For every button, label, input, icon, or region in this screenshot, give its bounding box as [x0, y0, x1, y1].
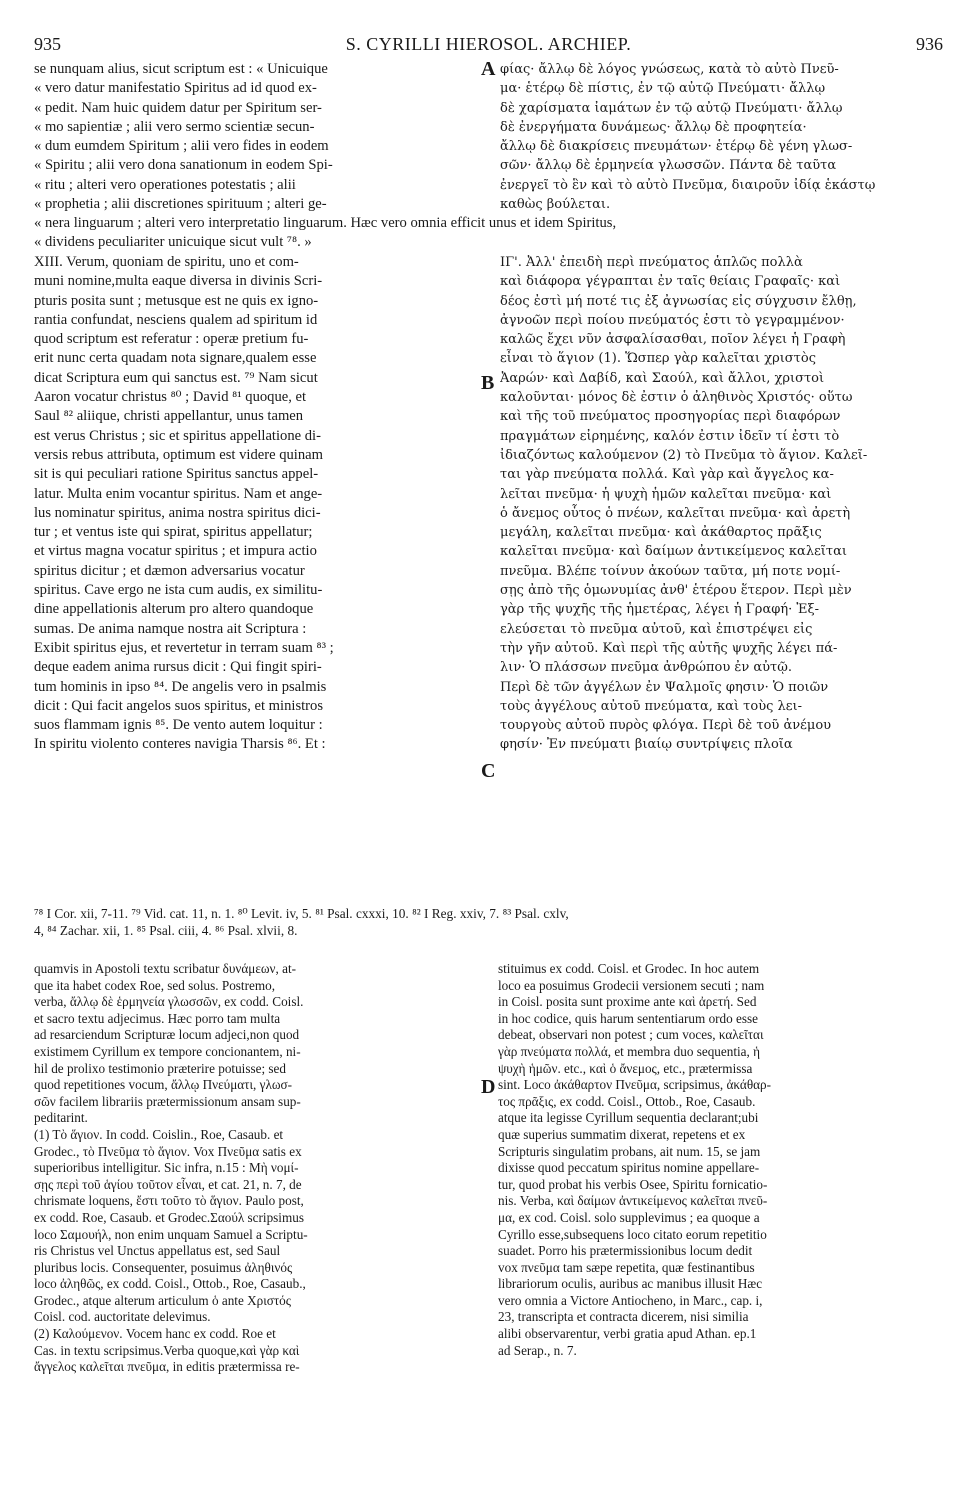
- full-width-line: « nera linguarum ; alteri vero interpretatio linguarum. Hæc vero omnia efficit unus et idem Spiritus,: [34, 215, 617, 231]
- note-line: superioribus intelligitur. Sic infra, n.15 : Μὴ νομί-: [34, 1160, 299, 1176]
- greek-line: σῃς ἀπὸ τῆς ὁμωνυμίας ἀνθ' ἑτέρου ἕτερον. Περὶ μὲν: [500, 583, 852, 599]
- latin-line: « vero datur manifestatio Spiritus ad id quod ex-: [34, 80, 317, 97]
- note-line: atque ita legisse Cyrillum sequentia declarant;ubi: [498, 1110, 759, 1126]
- note-line: sint. Loco ἀκάθαρτον Πνεῦμα, scripsimus, ἀκάθαρ-: [498, 1077, 772, 1093]
- greek-line: τοὺς ἀγγέλους αὐτοῦ πνεύματα, καὶ τοὺς λει-: [500, 698, 802, 714]
- notes-left-column: [34, 961, 474, 1376]
- note-line: γὰρ πνεύματα πολλά, et membra duo sequentia, ἡ: [498, 1043, 761, 1059]
- greek-line: φίας· ἄλλῳ δὲ λόγος γνώσεως, κατὰ τὸ αὐτὸ Πνεῦ-: [500, 62, 839, 77]
- running-title: S. CYRILLI HIEROSOL. ARCHIEP.: [345, 34, 632, 54]
- latin-line: « mo sapientiæ ; alii vero sermo scientiæ secun-: [34, 118, 315, 135]
- greek-line: λεῖται πνεῦμα· ἡ ψυχὴ ἡμῶν καλεῖται πνεῦμα· καὶ: [500, 486, 832, 502]
- latin-line: quod scriptum est referatur : operæ pretium fu-: [34, 331, 309, 348]
- latin-line: dicat Scriptura eum qui sanctus est. ⁷⁹ Nam sicut: [34, 369, 318, 386]
- latin-line: tur ; et ventus iste qui spirat, spiritus appellatur;: [34, 524, 313, 541]
- note-line: ex codd. Roe, Casaub. et Grodec.Σαούλ scripsimus: [34, 1209, 304, 1225]
- note-line: (1) Τὸ ἅγιον. In codd. Coislin., Roe, Casaub. et: [34, 1126, 284, 1142]
- latin-line: suos flammam ignis ⁸⁵. De vento autem loquitur :: [34, 717, 323, 734]
- margin-marker-c: C: [481, 760, 496, 782]
- note-line: loco ἀληθῶς, ex codd. Coisl., Ottob., Roe, Casaub.,: [34, 1276, 306, 1292]
- greek-line: Περὶ δὲ τῶν ἀγγέλων ἐν Ψαλμοῖς φησιν· Ὁ ποιῶν: [500, 679, 829, 695]
- greek-line: καὶ τῆς τοῦ πνεύματος προσηγορίας περὶ διαφόρων: [500, 409, 841, 425]
- note-line: ψυχὴ ἡμῶν. etc., καὶ ὁ ἄνεμος, etc., prætermissa: [498, 1060, 753, 1076]
- note-line: alibi observarentur, verbi gratia apud Athan. ep.1: [498, 1326, 757, 1342]
- top-greek-column: [500, 60, 940, 214]
- latin-line: XIII. Verum, quoniam de spiritu, uno et com-: [34, 254, 299, 270]
- latin-line: latur. Multa enim vocantur spiritus. Nam et ange-: [34, 485, 323, 502]
- latin-line: sumas. De anima namque nostra ait Scriptura :: [34, 620, 307, 637]
- greek-line: ἀγνοῶν περὶ ποίου πνεύματός ἐστι τὸ γεγραμμένον·: [500, 312, 845, 328]
- latin-line: spiritus. Cave ergo ne ista cum audis, ex similitu-: [34, 582, 323, 599]
- latin-line: spiritus dicitur ; et dæmon adversarius vocatur: [34, 562, 305, 579]
- note-line: σῶν facilem librariis prætermissionum ansam sup-: [34, 1093, 301, 1109]
- latin-line: tum hominis in ipso ⁸⁴. De angelis vero in psalmis: [34, 678, 327, 695]
- note-line: chrismate loquens, ἔστι τοῦτο τὸ ἅγιον. Paulo post,: [34, 1193, 304, 1209]
- note-line: Scripturis singulatim probans, ait num. 15, se jam: [498, 1143, 761, 1159]
- note-line: loco Σαμουήλ, non enim unquam Samuel a Scriptu-: [34, 1226, 308, 1242]
- latin-line: In spiritu violento conteres navigia Tharsis ⁸⁶. Et :: [34, 736, 326, 753]
- latin-line: « dum eumdem Spiritum ; alii vero fides in eodem: [34, 138, 329, 155]
- note-line: hil de prolixo testimonio præterire potuisse; sed: [34, 1060, 286, 1076]
- greek-line: ται γὰρ πνεύματα πολλά. Καὶ γὰρ καὶ ἄγγελος κα-: [500, 467, 834, 483]
- note-line: quod repetitiones vocum, ἄλλῳ Πνεύματι, γλωσ-: [34, 1077, 293, 1093]
- greek-line: μα· ἑτέρῳ δὲ πίστις, ἐν τῷ αὐτῷ Πνεύματι· ἄλλῳ: [500, 81, 826, 97]
- latin-line: lus nominatur spiritus, anima nostra spiritus dici-: [34, 504, 321, 521]
- greek-line: τὴν γῆν αὐτοῦ. Καὶ περὶ τῆς αὐτῆς ψυχῆς λέγει πά-: [500, 640, 838, 656]
- footnote-line: ⁷⁸ I Cor. xii, 7-11. ⁷⁹ Vid. cat. 11, n. 1. ⁸⁰ Levit. iv, 5. ⁸¹ Psal. cxxxi, 10. ⁸² I Reg. xxiv, 7. ⁸³ Psal. cxlv,: [34, 906, 569, 921]
- greek-line: τουργοὺς αὐτοῦ πυρὸς φλόγα. Περὶ δὲ τοῦ ἀνέμου: [500, 718, 832, 734]
- right-page-number: 936: [916, 34, 943, 54]
- note-line: ad Serap., n. 7.: [498, 1342, 577, 1358]
- greek-line: καλῶς ἔχει νῦν ἀσφαλίσασθαι, ποῖον λέγει ἡ Γραφὴ: [500, 332, 846, 348]
- notes-right-column: [498, 961, 943, 1359]
- latin-line: Aaron vocatur christus ⁸⁰ ; David ⁸¹ quoque, et: [34, 389, 307, 406]
- greek-line: ἰδιαζόντως καλούμενον (2) τὸ Πνεῦμα τὸ ἅγιον. Καλεῖ-: [500, 447, 868, 463]
- greek-line: γὰρ τῆς ψυχῆς τῆς ἡμετέρας, λέγει ἡ Γραφή· Ἐξ-: [500, 602, 820, 618]
- greek-line: καλοῦνται· μόνος δὲ ἐστιν ὁ ἀληθινὸς Χριστός· οὕτω: [500, 390, 853, 406]
- top-latin-column: [34, 60, 474, 214]
- greek-line: πνεῦμα. Βλέπε τοίνυν ἀκούων ταῦτα, μή ποτε νομί-: [500, 563, 841, 579]
- note-line: τος πρᾶξις, ex codd. Coisl., Ottob., Roe, Casaub.: [498, 1093, 756, 1109]
- greek-line: πραγμάτων εἰρημένης, καλόν ἐστιν ἰδεῖν τί ἐστι τὸ: [500, 428, 840, 444]
- note-line: et sacro textu adjecimus. Hæc porro tam multa: [34, 1010, 281, 1026]
- greek-line: λιν· Ὁ πλάσσων πνεῦμα ἀνθρώπου ἐν αὐτῷ.: [500, 660, 792, 676]
- greek-line: ἄλλῳ δὲ διακρίσεις πνευμάτων· ἑτέρῳ δὲ γένη γλωσ-: [500, 139, 853, 155]
- note-line: Grodec., τὸ Πνεῦμα τὸ ἅγιον. Vox Πνεῦμα satis ex: [34, 1143, 302, 1159]
- note-line: verba, ἄλλῳ δὲ ἑρμηνεία γλωσσῶν, ex codd. Coisl.: [34, 994, 304, 1010]
- latin-line: sit is qui peculiari ratione Spiritus sanctus appel-: [34, 466, 319, 483]
- latin-line: rantia confundat, nesciens qualem ad spiritum id: [34, 311, 318, 328]
- footnotes: [34, 905, 944, 939]
- greek-line: ὁ ἄνεμος οὗτος ὁ πνέων, καλεῖται πνεῦμα· καὶ ἀρετὴ: [500, 505, 851, 521]
- note-line: suadet. Porro his prætermissionibus locum dedit: [498, 1243, 753, 1259]
- latin-line: « prophetia ; alii discretiones spirituum ; alteri ge-: [34, 196, 327, 213]
- section-greek-column: [500, 253, 940, 755]
- note-line: vox πνεῦμα tam sæpe repetita, quæ festinantibus: [498, 1259, 755, 1275]
- section-latin-column: [34, 253, 474, 755]
- latin-line: erit nunc certa quadam nota signare,qualem esse: [34, 350, 317, 367]
- greek-line: ἐνεργεῖ τὸ ἓν καὶ τὸ αὐτὸ Πνεῦμα, διαιροῦν ἰδίᾳ ἑκάστῳ: [500, 177, 876, 193]
- note-line: tur, quod probat his verbis Osee, Spiritu fornicatio-: [498, 1176, 768, 1192]
- left-page-number: 935: [34, 34, 61, 54]
- latin-line: pturis posita sunt ; metusque est ne quis ex igno-: [34, 292, 319, 309]
- greek-line: σῶν· ἄλλῳ δὲ ἑρμηνεία γλωσσῶν. Πάντα δὲ ταῦτα: [500, 158, 837, 174]
- note-line: σῃς περὶ τοῦ ἁγίου τοῦτον εἶναι, et cat. 21, n. 7, de: [34, 1176, 302, 1192]
- note-line: dixisse quod peccatum spiritus nomine appellare-: [498, 1160, 760, 1176]
- latin-line: versis rebus attributa, optimum est videre quinam: [34, 446, 323, 463]
- note-line: stituimus ex codd. Coisl. et Grodec. In hoc autem: [498, 961, 760, 976]
- note-line: in Coisl. posita sunt proxime ante καὶ ἀρετή. Sed: [498, 994, 757, 1010]
- greek-line: καὶ διάφορα γέγραπται ἐν ταῖς θείαις Γραφαῖς· καὶ: [500, 274, 841, 290]
- greek-line: ελεύσεται τὸ πνεῦμα αὐτοῦ, καὶ ἐπιστρέψει εἰς: [500, 621, 813, 637]
- note-line: Cyrillo esse,subsequens loco citato eorum repetitio: [498, 1226, 767, 1242]
- note-line: nis. Verba, καὶ δαίμων ἀντικείμενος καλεῖται πνεῦ-: [498, 1193, 768, 1209]
- margin-marker-d: D: [481, 1076, 496, 1098]
- greek-line: ΙΓ'. Ἀλλ' ἐπειδὴ περὶ πνεύματος ἁπλῶς πολλὰ: [500, 255, 803, 270]
- latin-line: « ritu ; alteri vero operationes potestatis ; alii: [34, 176, 296, 193]
- note-line: quamvis in Apostoli textu scribatur δυνάμεων, at-: [34, 961, 297, 976]
- latin-line: muni nomine,multa eaque diversa in divinis Scri-: [34, 273, 323, 290]
- note-line: loco ea posuimus Grodecii versionem secuti ; nam: [498, 977, 765, 993]
- greek-line: δὲ χαρίσματα ἰαμάτων ἐν τῷ αὐτῷ Πνεύματι· ἄλλῳ: [500, 100, 843, 116]
- latin-line: Exibit spiritus ejus, et revertetur in terram suam ⁸³ ;: [34, 639, 334, 656]
- note-line: pluribus locis. Consequenter, posuimus ἀληθινός: [34, 1259, 293, 1275]
- note-line: Coisl. cod. auctoritate delevimus.: [34, 1309, 211, 1325]
- note-line: peditarint.: [34, 1110, 88, 1126]
- note-line: (2) Καλούμενον. Vocem hanc ex codd. Roe et: [34, 1326, 276, 1342]
- greek-line: εἶναι τὸ ἅγιον (1). Ὥσπερ γὰρ καλεῖται χριστὸς: [500, 351, 816, 367]
- margin-marker-a: A: [481, 58, 496, 80]
- latin-line: se nunquam alius, sicut scriptum est : « Unicuique: [34, 61, 328, 77]
- full-width-line: « dividens peculiariter unicuique sicut vult ⁷⁸. »: [34, 234, 312, 251]
- top-full-width-text: [34, 214, 944, 253]
- note-line: Grodec., atque alterum articulum ὁ ante Χριστός: [34, 1292, 291, 1308]
- note-line: quæ superius summatim dixerat, repetens et ex: [498, 1126, 746, 1142]
- greek-line: καθὼς βούλεται.: [500, 197, 611, 213]
- latin-line: dicit : Qui facit angelos suos spiritus, et ministros: [34, 697, 324, 714]
- latin-line: et virtus magna vocatur spiritus ; et impura actio: [34, 543, 317, 560]
- running-header: [34, 34, 943, 56]
- greek-line: καλεῖται πνεῦμα· καὶ δαίμων ἀντικείμενος καλεῖται: [500, 544, 847, 560]
- note-line: ἄγγελος καλεῖται πνεῦμα, in editis prætermissa re-: [34, 1359, 300, 1375]
- latin-line: dine appellationis alterum pro altero quandoque: [34, 601, 314, 618]
- note-line: librariorum oculis, auribus ac manibus illusit Hæc: [498, 1276, 763, 1292]
- note-line: in hoc codice, quis harum sententiarum ordo esse: [498, 1010, 759, 1026]
- note-line: vero omnia a Victore Antiocheno, in Marc., cap. i,: [498, 1292, 763, 1308]
- note-line: ad resarciendum Scripturæ locum adjeci,non quod: [34, 1027, 300, 1043]
- greek-line: φησίν· Ἐν πνεύματι βιαίῳ συντρίψεις πλοῖα: [500, 737, 793, 753]
- note-line: que ita habet codex Roe, sed solus. Postremo,: [34, 977, 275, 993]
- note-line: existimem Cyrillum ex tempore concionantem, ni-: [34, 1043, 301, 1059]
- latin-line: Saul ⁸² aliique, christi appellantur, unus tamen: [34, 408, 304, 425]
- latin-line: « pedit. Nam huic quidem datur per Spiritum ser-: [34, 99, 322, 116]
- greek-line: δὲ ἐνεργήματα δυνάμεως· ἄλλῳ δὲ προφητεία·: [500, 119, 807, 135]
- greek-line: Ἀαρών· καὶ Δαβίδ, καὶ Σαούλ, καὶ ἄλλοι, χριστοὶ: [500, 370, 825, 386]
- latin-line: est verus Christus ; sic et spiritus appellatione di-: [34, 427, 321, 444]
- latin-line: deque eadem anima rursus dicit : Qui fingit spiri-: [34, 659, 322, 676]
- greek-line: μεγάλη, καλεῖται πνεῦμα· καὶ ἀκάθαρτος πρᾶξις: [500, 525, 822, 541]
- footnote-line: 4, ⁸⁴ Zachar. xii, 1. ⁸⁵ Psal. ciii, 4. ⁸⁶ Psal. xlvii, 8.: [34, 923, 298, 938]
- note-line: debeat, observari non potest ; cum voces, καλεῖται: [498, 1027, 764, 1043]
- note-line: μα, ex cod. Coisl. solo supplevimus ; ea quoque a: [498, 1209, 760, 1225]
- note-line: Cas. in textu scripsimus.Verba quoque,καὶ γὰρ καὶ: [34, 1342, 300, 1358]
- note-line: ris Christus vel Unctus appellatus est, sed Saul: [34, 1243, 281, 1259]
- latin-line: « Spiritu ; alii vero dona sanationum in eodem Spi-: [34, 157, 333, 174]
- greek-line: δέος ἐστὶ μή ποτέ τις ἐξ ἀγνωσίας εἰς σύγχυσιν ἔλθῃ,: [500, 293, 857, 309]
- note-line: 23, transcripta et contracta dicerem, nisi similia: [498, 1309, 749, 1325]
- margin-marker-b: B: [481, 372, 495, 394]
